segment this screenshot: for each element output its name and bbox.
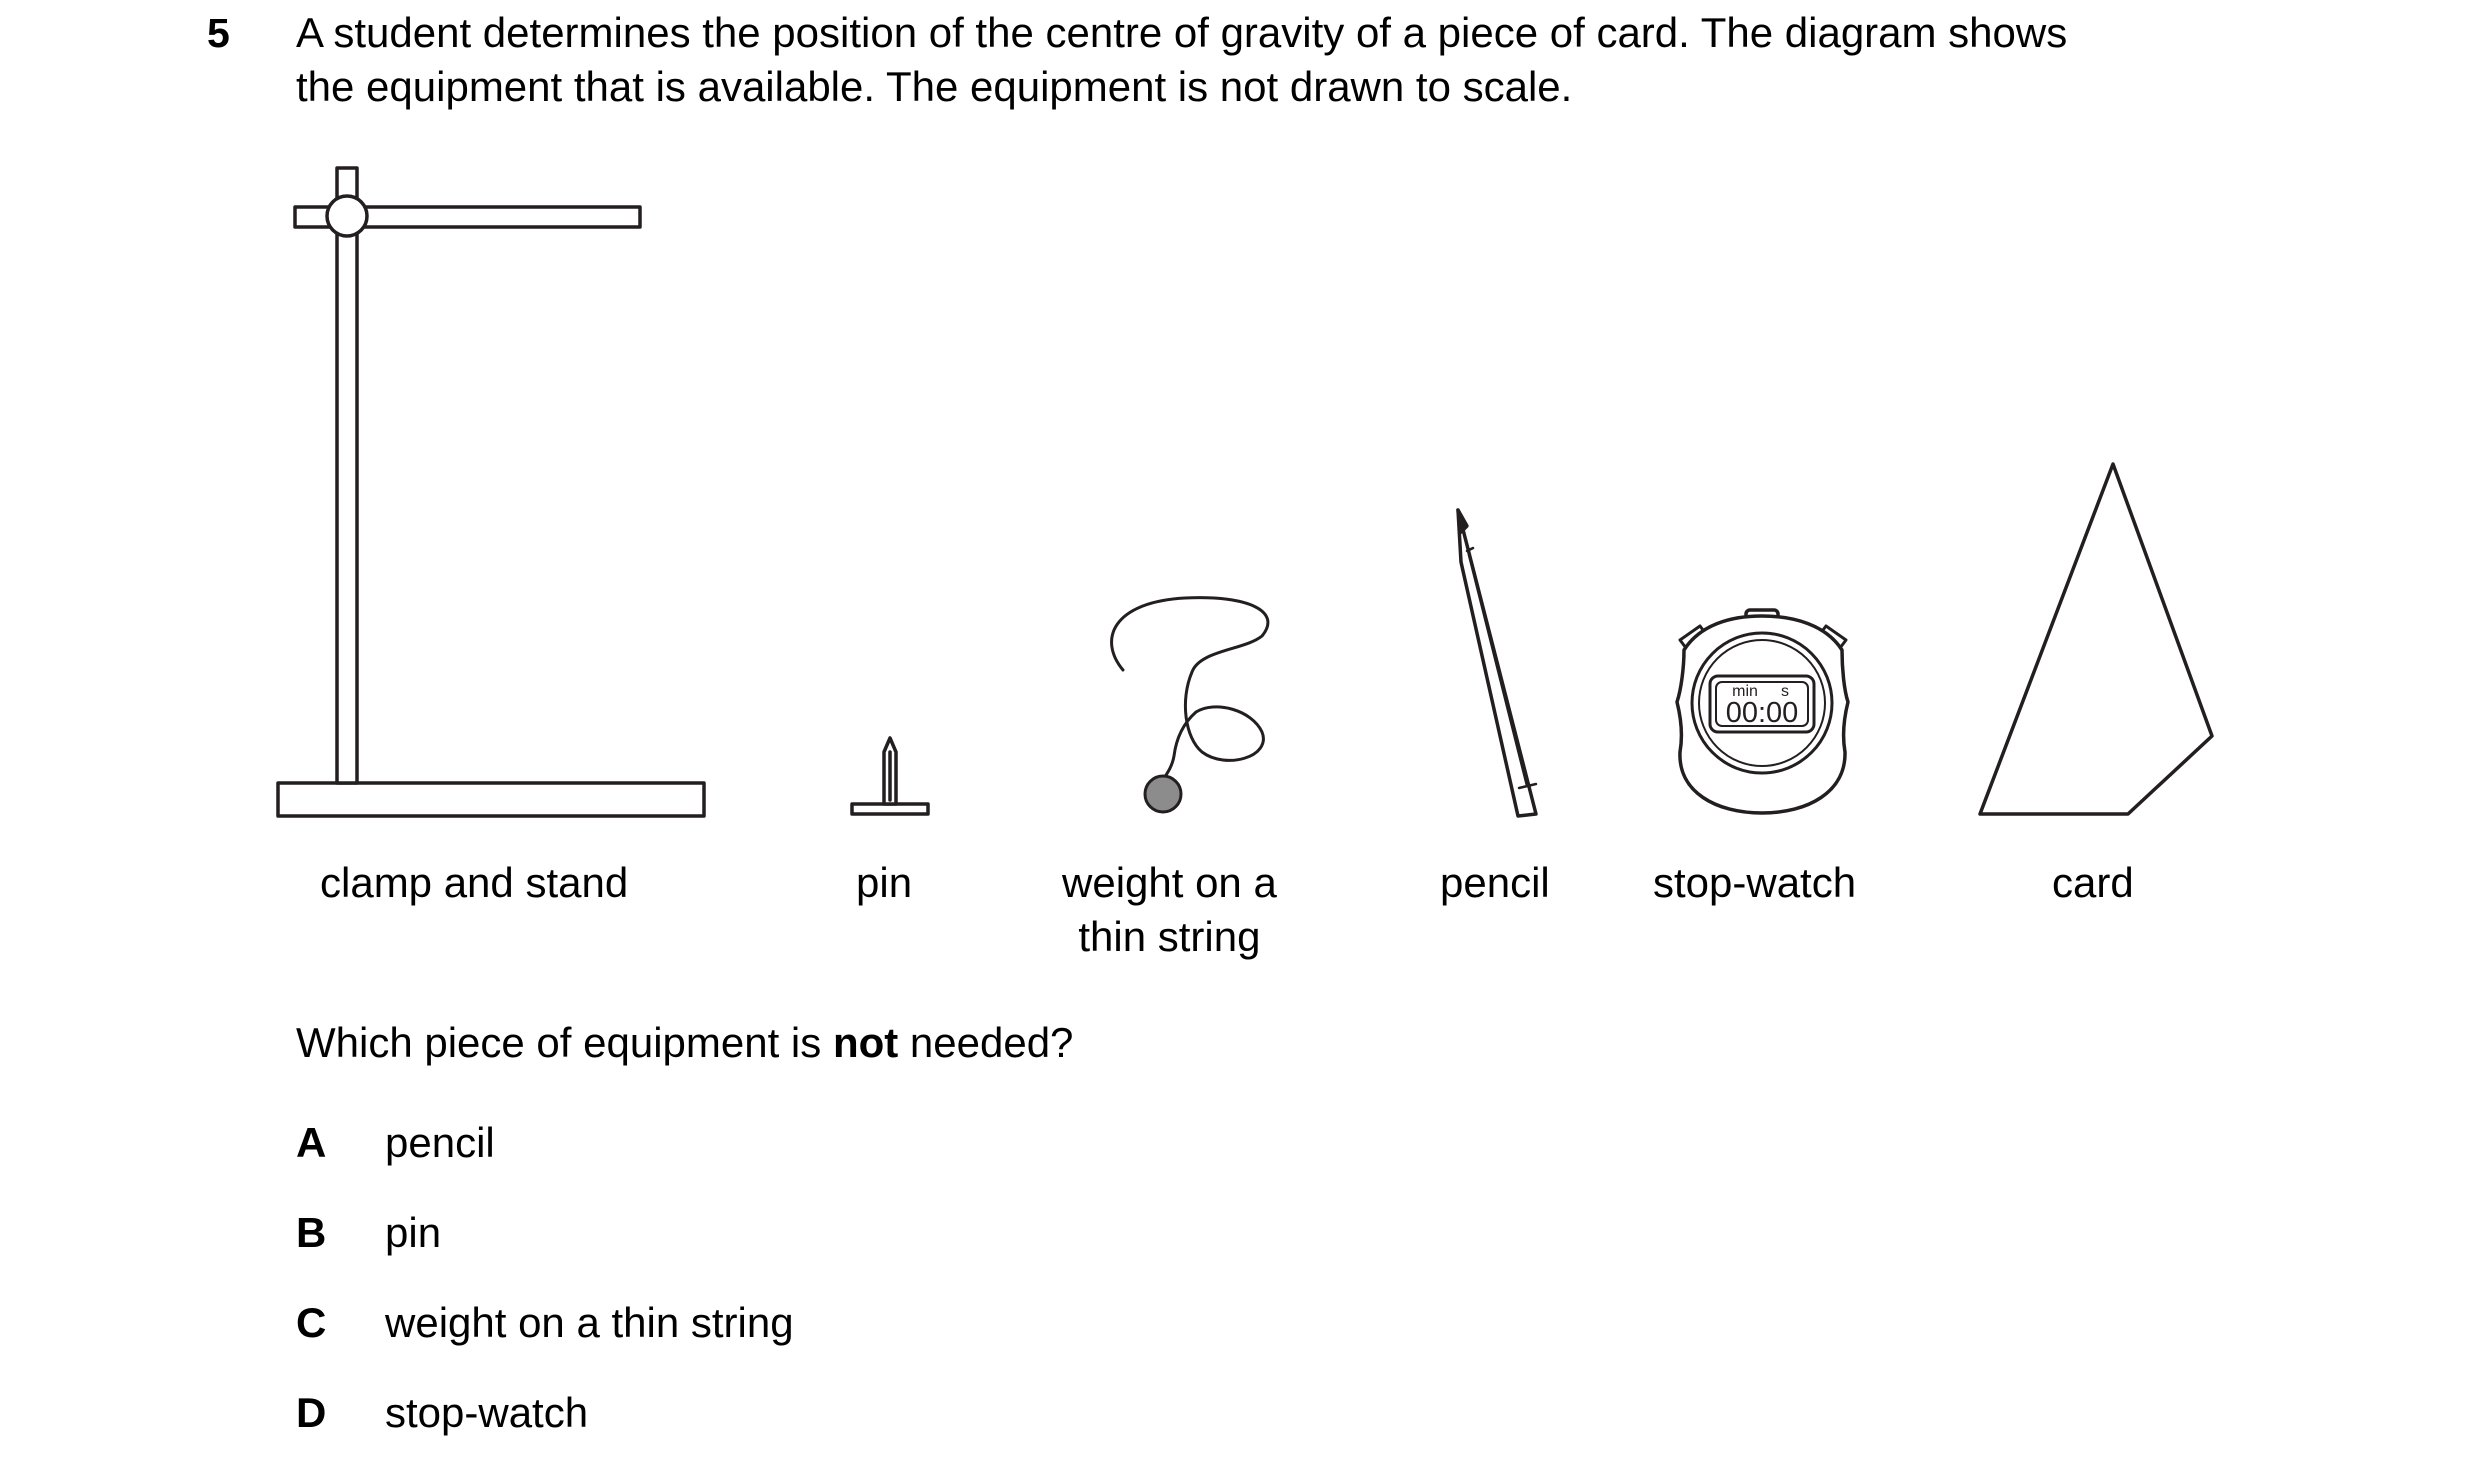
weight-on-string-icon [1112,598,1268,812]
prompt-text-before: Which piece of equipment is [296,1019,833,1066]
label-clamp-and-stand: clamp and stand [320,859,629,906]
stopwatch-min-unit: min [1732,683,1758,700]
label-card: card [2052,859,2134,906]
stopwatch-icon [1677,610,1848,813]
stem-line-1: A student determines the position of the centre of gravity of a piece of card. The diagram shows [296,9,2068,56]
pin-icon [852,738,928,814]
option-text: stop-watch [385,1389,589,1436]
option-text: pin [385,1209,442,1256]
stopwatch-s-unit: s [1781,683,1789,700]
option-text: pencil [385,1119,495,1166]
pencil-icon [1458,510,1536,816]
label-weight-line-2: thin string [1078,913,1261,960]
option-letter: C [296,1299,327,1346]
label-weight-on-a-thin-string [1062,856,1277,964]
option-letter: B [296,1209,327,1256]
label-pencil: pencil [1440,859,1550,906]
option-d[interactable] [296,1386,588,1440]
label-weight-line-1: weight on a [1062,859,1277,906]
question-number: 5 [207,10,230,56]
stem-line-2: the equipment that is available. The equipment is not drawn to scale. [296,63,1573,110]
clamp-stand-icon [278,168,704,816]
stopwatch-time-readout: 00:00 [1725,697,1799,729]
option-a[interactable] [296,1116,495,1170]
label-stopwatch: stop-watch [1653,859,1857,906]
card-icon [1980,464,2212,814]
question-prompt [296,1016,1073,1070]
option-letter: A [296,1119,327,1166]
prompt-text-after: needed? [898,1019,1074,1066]
option-text: weight on a thin string [385,1299,794,1346]
option-b[interactable] [296,1206,441,1260]
label-pin: pin [856,859,913,906]
option-letter: D [296,1389,327,1436]
prompt-emphasis: not [832,1019,899,1066]
option-c[interactable] [296,1296,794,1350]
